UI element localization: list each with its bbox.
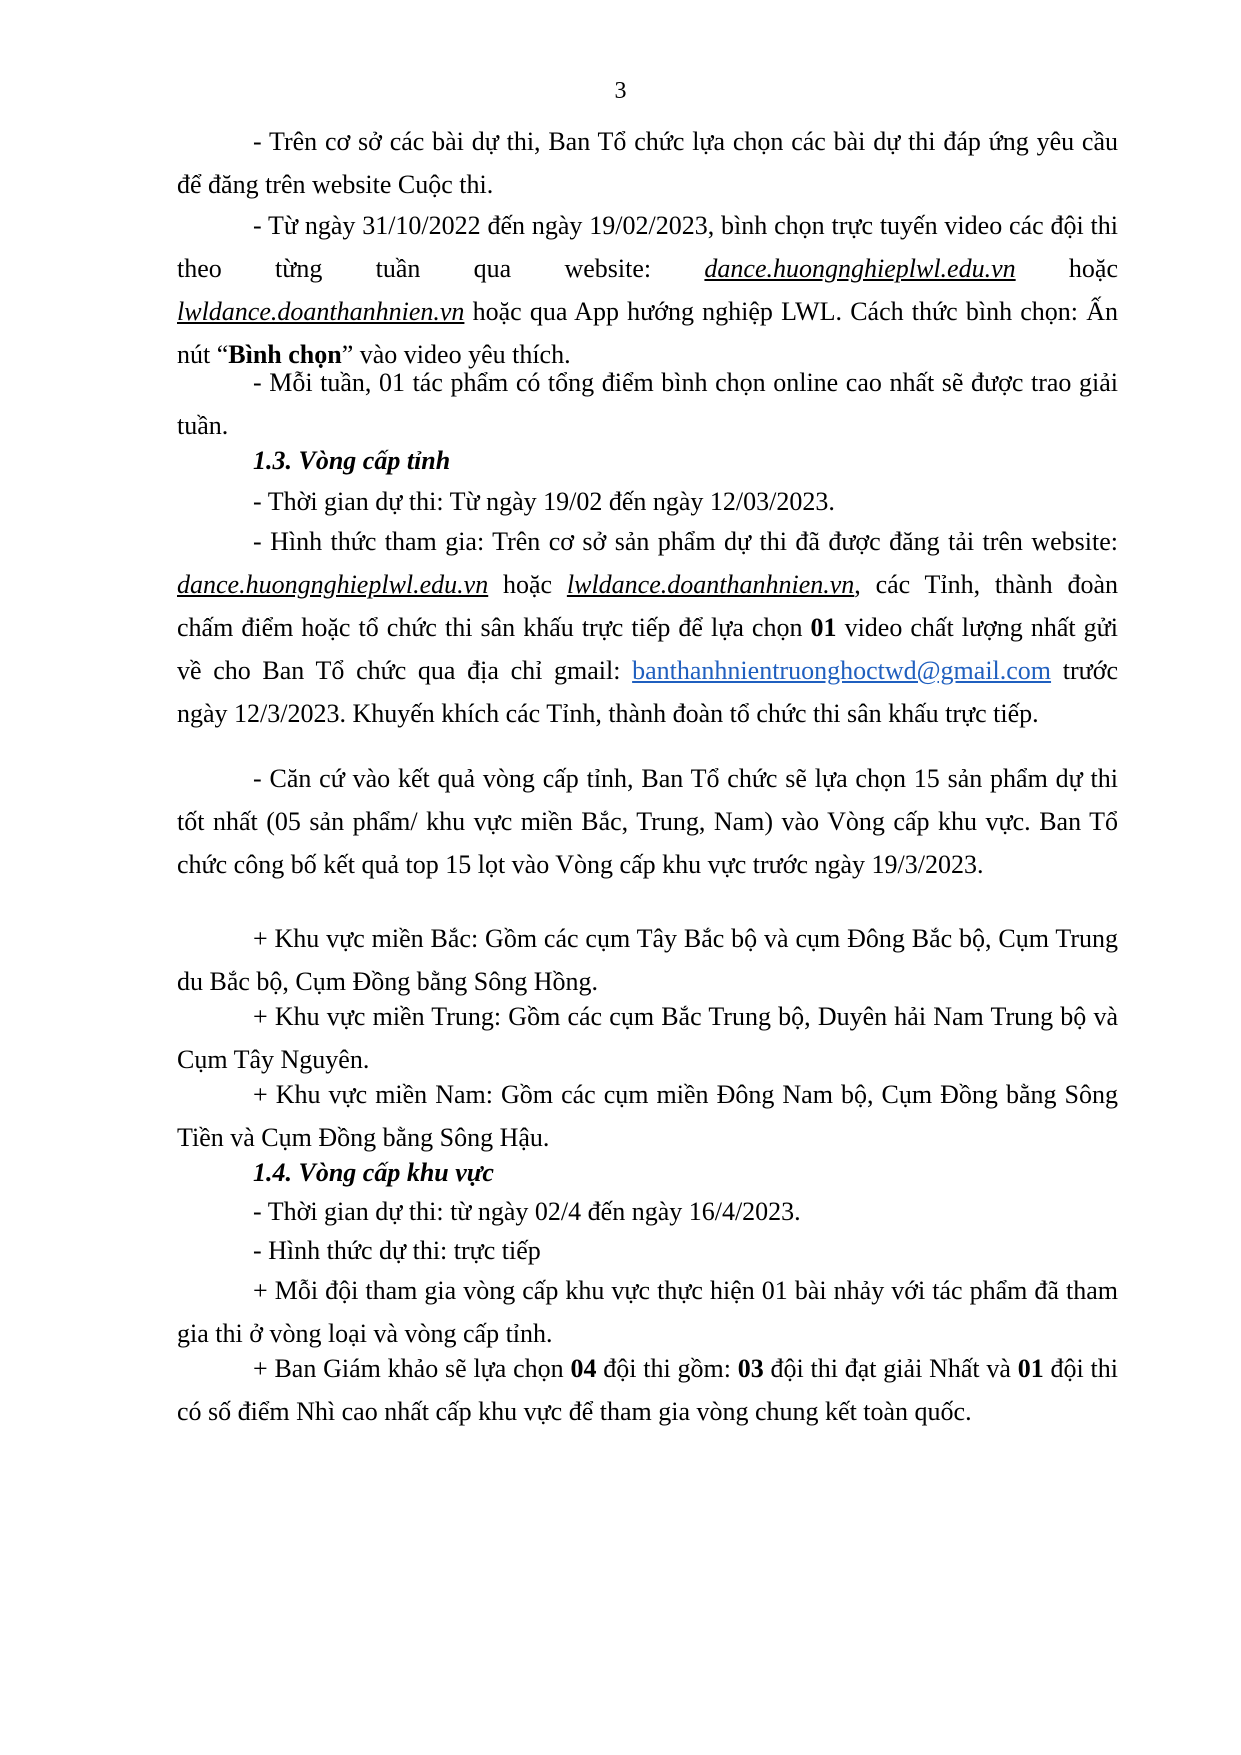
paragraph-provincial-time: - Thời gian dự thi: Từ ngày 19/02 đến ngày 12/03/2023. <box>253 487 835 516</box>
paragraph-provincial-results: - Căn cứ vào kết quả vòng cấp tỉnh, Ban Tổ chức sẽ lựa chọn 15 sản phẩm dự thi tốt nhất (05 sản phẩm/ khu vực miền Bắc, Trung, Nam) vào Vòng cấp khu vực. Ban Tổ chức công bố kết quả top 15 lọt vào Vòng cấp khu vực trước ngày 19/3/2023. <box>177 764 1118 879</box>
paragraph-weekly-prize: - Mỗi tuần, 01 tác phẩm có tổng điểm bình chọn online cao nhất sẽ được trao giải tuần. <box>177 368 1118 440</box>
count-bold: 01 <box>810 613 837 642</box>
paragraph-central-region: + Khu vực miền Trung: Gồm các cụm Bắc Trung bộ, Duyên hải Nam Trung bộ và Cụm Tây Nguyên. <box>177 1002 1118 1074</box>
website-link-dance[interactable]: dance.huongnghieplwl.edu.vn <box>177 570 489 599</box>
email-link[interactable]: banthanhnientruonghoctwd@gmail.com <box>632 656 1052 685</box>
paragraph-south-region: + Khu vực miền Nam: Gồm các cụm miền Đông Nam bộ, Cụm Đồng bằng Sông Tiền và Cụm Đồng bằng Sông Hậu. <box>177 1080 1118 1152</box>
paragraph-regional-performance: + Mỗi đội tham gia vòng cấp khu vực thực hiện 01 bài nhảy với tác phẩm đã tham gia thi ở vòng loại và vòng cấp tỉnh. <box>177 1276 1118 1348</box>
paragraph-regional-time: - Thời gian dự thi: từ ngày 02/4 đến ngày 16/4/2023. <box>253 1197 801 1226</box>
paragraph-jury-selection: + Ban Giám khảo sẽ lựa chọn 04 đội thi gồm: 03 đội thi đạt giải Nhất và 01 đội thi có số điểm Nhì cao nhất cấp khu vực để tham gia vòng chung kết toàn quốc. <box>177 1354 1118 1426</box>
website-link-dance[interactable]: dance.huongnghieplwl.edu.vn <box>704 254 1016 283</box>
bold-04: 04 <box>570 1354 597 1383</box>
heading-1-3: 1.3. Vòng cấp tỉnh <box>253 446 451 475</box>
heading-1-4: 1.4. Vòng cấp khu vực <box>253 1158 494 1187</box>
page-number: 3 <box>614 78 627 104</box>
website-link-lwldance[interactable]: lwldance.doanthanhnien.vn <box>177 297 465 326</box>
bold-03: 03 <box>737 1354 764 1383</box>
paragraph-selection: - Trên cơ sở các bài dự thi, Ban Tổ chức lựa chọn các bài dự thi đáp ứng yêu cầu để đăng trên website Cuộc thi. <box>177 127 1118 199</box>
paragraph-regional-format: - Hình thức dự thi: trực tiếp <box>253 1236 541 1265</box>
paragraph-online-voting: - Từ ngày 31/10/2022 đến ngày 19/02/2023, bình chọn trực tuyến video các đội thi theo từng tuần qua website: dance.huongnghieplwl.edu.vn hoặc lwldance.doanthanhnien.vn hoặc qua App hướng nghiệp LWL. Cách thức bình chọn: Ấn nút “Bình chọn” vào video yêu thích. <box>177 211 1118 369</box>
bold-01: 01 <box>1017 1354 1044 1383</box>
website-link-lwldance[interactable]: lwldance.doanthanhnien.vn <box>566 570 855 599</box>
vote-button-label: Bình chọn <box>228 340 342 369</box>
paragraph-north-region: + Khu vực miền Bắc: Gồm các cụm Tây Bắc bộ và cụm Đông Bắc bộ, Cụm Trung du Bắc bộ, Cụm Đồng bằng Sông Hồng. <box>177 924 1118 996</box>
paragraph-provincial-format: - Hình thức tham gia: Trên cơ sở sản phẩm dự thi đã được đăng tải trên website: dance.huongnghieplwl.edu.vn hoặc lwldance.doanthanhnien.vn, các Tỉnh, thành đoàn chấm điểm hoặc tổ chức thi sân khấu trực tiếp để lựa chọn 01 video chất lượng nhất gửi về cho Ban Tổ chức qua địa chỉ gmail: banthanhnientruonghoctwd@gmail.com trước ngày 12/3/2023. Khuyến khích các Tỉnh, thành đoàn tổ chức thi sân khấu trực tiếp. <box>177 527 1118 728</box>
